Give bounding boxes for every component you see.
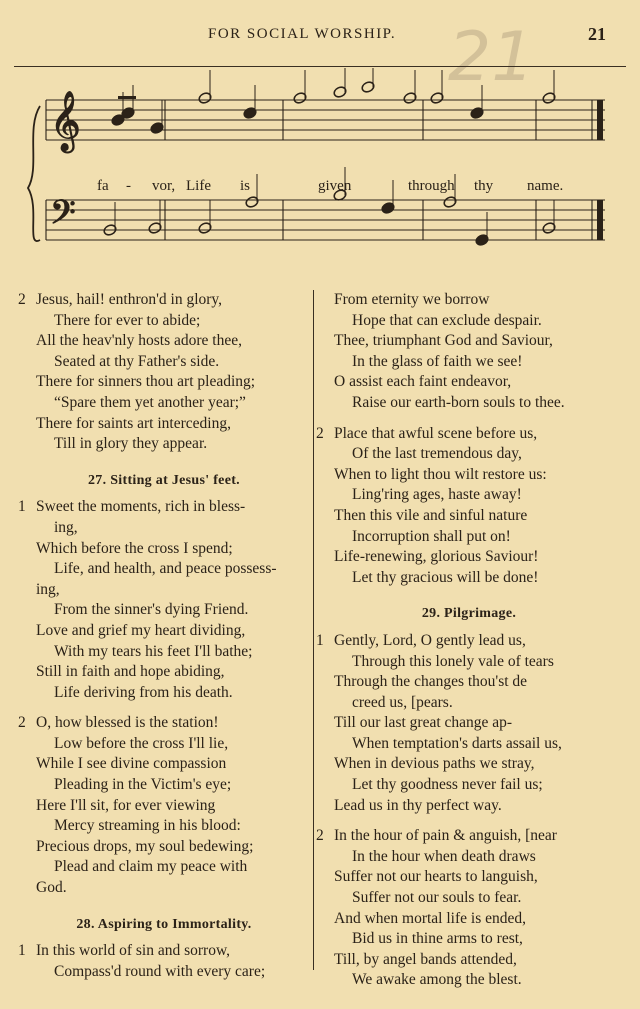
hymn-heading: 29. Pilgrimage.: [421, 606, 517, 622]
stanza-gap: [18, 455, 310, 465]
lyric-syllable: name.: [527, 178, 564, 194]
verse-line: [18, 857, 310, 878]
verse-text: We awake among the blest.: [352, 971, 522, 989]
stanza-number: 1: [18, 498, 26, 516]
verse-line: [316, 672, 622, 693]
verse-text: Through this lonely vale of tears: [352, 652, 554, 670]
verse-line: [18, 683, 310, 704]
verse-line: [18, 816, 310, 837]
stanza-number: 2: [18, 291, 26, 308]
verse-line: [316, 867, 622, 888]
verse-line: [18, 775, 310, 796]
verse-line: [18, 414, 310, 435]
verse-text: God.: [36, 879, 67, 897]
verse-text: Bid us in thine arms to rest,: [352, 930, 523, 948]
verse-text: Mercy streaming in his blood:: [54, 817, 241, 835]
verse-text: Till in glory they appear.: [54, 435, 208, 453]
verse-text: Hope that can exclude despair.: [352, 311, 542, 329]
verse-text: Till our last great change ap-: [334, 714, 513, 732]
verse-line: [18, 497, 310, 518]
verse-line: [18, 434, 310, 455]
verse-text: Here I'll sit, for ever viewing: [36, 796, 216, 814]
verse-text: Jesus, hail! enthron'd in glory,: [36, 291, 223, 308]
final-barline-thick: [597, 200, 603, 240]
verse-line: [316, 970, 622, 991]
verse-line: [18, 941, 310, 962]
verse-text: Life deriving from his death.: [54, 683, 233, 701]
verse-text: There for ever to abide;: [54, 311, 201, 329]
header-rule: [14, 66, 626, 67]
stanza-gap: [316, 991, 622, 1001]
verse-text: Incorruption shall put on!: [352, 527, 511, 545]
stanza-gap: [18, 982, 310, 992]
verse-line: [316, 290, 622, 311]
verse-text: Till, by angel bands attended,: [334, 950, 517, 968]
verse-text: Which before the cross I spend;: [36, 539, 233, 557]
verse-text: From the sinner's dying Friend.: [54, 601, 249, 619]
lyric-syllable: vor,: [152, 178, 176, 194]
verse-line: [316, 331, 622, 352]
verse-line: [18, 580, 310, 601]
verse-text: And when mortal life is ended,: [334, 909, 526, 927]
verse-line: [18, 734, 310, 755]
stanza-number: 2: [18, 714, 26, 732]
verse-line: [18, 662, 310, 683]
verse-text: There for sinners thou art pleading;: [36, 373, 256, 391]
verse-line: [316, 888, 622, 909]
verse-line: [316, 754, 622, 775]
right-column: [316, 290, 622, 1001]
stanza-gap: [316, 414, 622, 424]
verse-line: [316, 775, 622, 796]
verse-line: [18, 518, 310, 539]
verse-line: [18, 331, 310, 352]
verse-line: [18, 352, 310, 373]
verse-line: [18, 642, 310, 663]
verse-text: In the hour of pain & anguish, [near: [334, 827, 557, 845]
verse-line: [316, 393, 622, 414]
verse-line: [316, 652, 622, 673]
verse-line: [316, 796, 622, 817]
verse-line: [18, 713, 310, 734]
lyric-syllable: given: [318, 178, 352, 194]
page-header: [0, 18, 640, 97]
stanza-number: 2: [316, 424, 324, 442]
final-barline-thick: [597, 100, 603, 140]
hymn-heading: 28. Aspiring to Immortality.: [76, 916, 252, 932]
verse-line: [316, 568, 622, 589]
verse-line: [18, 539, 310, 560]
verse-line: [316, 713, 622, 734]
verse-text: Plead and claim my peace with: [54, 858, 248, 876]
stanza-number: 1: [18, 942, 26, 960]
verse-line: [18, 962, 310, 983]
verse-text: Pleading in the Victim's eye;: [54, 776, 232, 794]
bass-clef: 𝄢: [50, 194, 76, 240]
verse-text: Raise our earth-born souls to thee.: [352, 393, 565, 411]
verse-line: [18, 796, 310, 817]
stanza-number: 1: [316, 631, 324, 649]
verse-line: [18, 878, 310, 899]
stanza-gap: [18, 899, 310, 909]
verse-text: Suffer not our hearts to languish,: [334, 868, 538, 886]
verse-text: With my tears his feet I'll bathe;: [54, 642, 253, 660]
verse-line: [18, 621, 310, 642]
verse-line: [316, 950, 622, 971]
verse-text: Ling'ring ages, haste away!: [352, 486, 522, 504]
verse-text: creed us, [pears.: [352, 693, 453, 711]
note-beam: [118, 96, 136, 99]
stanza-gap: [18, 703, 310, 713]
handwritten-page-number: 21: [448, 18, 535, 97]
verse-text: While I see divine compassion: [36, 755, 227, 773]
left-column: [18, 290, 310, 992]
brace: [28, 106, 40, 241]
verse-text: Still in faith and hope abiding,: [36, 663, 225, 681]
verse-text: Compass'd round with every care;: [54, 962, 266, 980]
verse-text: There for saints art interceding,: [36, 414, 231, 432]
verse-text: When temptation's darts assail us,: [352, 734, 562, 752]
music-score: [0, 68, 640, 273]
verse-line: [316, 424, 622, 445]
verse-line: [316, 444, 622, 465]
verse-text: Of the last tremendous day,: [352, 445, 522, 463]
treble-clef: 𝄞: [50, 91, 81, 151]
verse-line: [18, 311, 310, 332]
stanza-gap: [316, 588, 622, 598]
verse-line: [316, 734, 622, 755]
verse-text: Precious drops, my soul bedewing;: [36, 837, 254, 855]
hymn-heading: 27. Sitting at Jesus' feet.: [88, 472, 240, 488]
verse-line: [316, 372, 622, 393]
verse-text: Love and grief my heart dividing,: [36, 621, 246, 639]
verse-text: ing,: [36, 580, 60, 598]
verse-text: Suffer not our souls to fear.: [352, 889, 522, 907]
verse-line: [18, 754, 310, 775]
verse-text: Life-renewing, glorious Saviour!: [334, 548, 539, 566]
verse-text: From eternity we borrow: [334, 291, 490, 308]
page-number: 21: [588, 24, 606, 44]
lyric-syllable: thy: [474, 178, 494, 194]
verse-line: [18, 837, 310, 858]
verse-line: [18, 393, 310, 414]
verse-text: Gently, Lord, O gently lead us,: [334, 631, 526, 649]
verse-line: [316, 506, 622, 527]
verse-text: Through the changes thou'st de: [334, 673, 528, 691]
lyric-syllable: Life: [186, 178, 211, 194]
verse-text: In the hour when death draws: [352, 847, 536, 865]
verse-line: [316, 847, 622, 868]
running-title: FOR SOCIAL WORSHIP.: [208, 26, 397, 42]
verse-text: Lead us in thy perfect way.: [334, 796, 502, 814]
stanza-gap: [316, 816, 622, 826]
lyric-syllable: fa: [97, 178, 109, 194]
verse-text: When in devious paths we stray,: [334, 755, 535, 773]
verse-line: [316, 929, 622, 950]
verse-line: [18, 290, 310, 311]
verse-text: Seated at thy Father's side.: [54, 352, 220, 370]
verse-text: Then this vile and sinful nature: [334, 506, 528, 524]
verse-text: In this world of sin and sorrow,: [36, 942, 231, 960]
verse-text: Life, and health, and peace possess-: [54, 560, 277, 578]
verse-line: [316, 311, 622, 332]
verse-line: [316, 631, 622, 652]
verse-line: [316, 909, 622, 930]
verse-line: [18, 559, 310, 580]
verse-line: [316, 547, 622, 568]
verse-text: Place that awful scene before us,: [334, 424, 538, 442]
verse-line: [316, 826, 622, 847]
verse-text: When to light thou wilt restore us:: [334, 465, 547, 483]
verse-line: [316, 527, 622, 548]
lyric-syllable: -: [126, 178, 131, 194]
verse-line: [18, 372, 310, 393]
verse-line: [316, 693, 622, 714]
verse-text: O, how blessed is the station!: [36, 714, 219, 732]
stanza-number: 2: [316, 827, 324, 845]
lyric-syllable: is: [240, 178, 251, 194]
lyric-syllable: through: [408, 178, 455, 194]
verse-line: [316, 352, 622, 373]
verse-text: “Spare them yet another year;”: [54, 393, 246, 411]
verse-text: ing,: [54, 518, 78, 536]
verse-text: Sweet the moments, rich in bless-: [36, 498, 246, 516]
verse-text: O assist each faint endeavor,: [334, 373, 512, 391]
verse-text: In the glass of faith we see!: [352, 352, 523, 370]
column-divider: [313, 290, 314, 970]
verse-line: [316, 465, 622, 486]
verse-text: All the heav'nly hosts adore thee,: [36, 332, 242, 350]
verse-text: Let thy gracious will be done!: [352, 568, 539, 586]
verse-line: [316, 485, 622, 506]
verse-line: [18, 600, 310, 621]
verse-text: Let thy goodness never fail us;: [352, 776, 543, 794]
verse-text: Low before the cross I'll lie,: [54, 734, 229, 752]
verse-text: Thee, triumphant God and Saviour,: [334, 332, 553, 350]
